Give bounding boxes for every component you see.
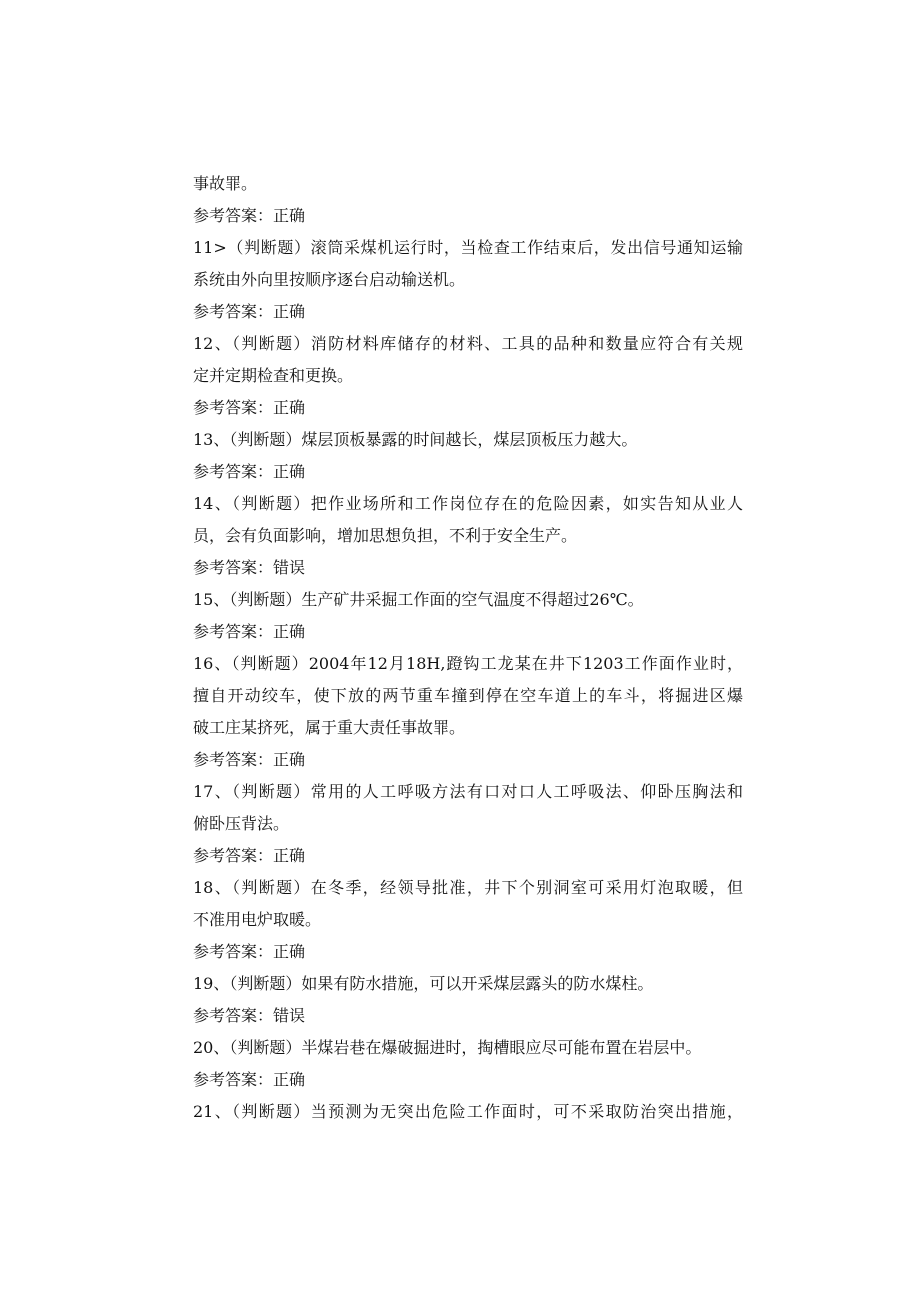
question-text: 12、（判断题）消防材料库储存的材料、工具的品种和数量应符合有关规 <box>193 334 743 353</box>
question-text: 19、（判断题）如果有防水措施，可以开采煤层露头的防水煤柱。 <box>193 974 654 993</box>
question-text: 15、（判断题）生产矿井采掘工作面的空气温度不得超过26℃。 <box>193 590 644 609</box>
answer-line: 参考答案：正确 <box>193 302 306 321</box>
question-text: 17、（判断题）常用的人工呼吸方法有口对口人工呼吸法、仰卧压胸法和 <box>193 782 743 801</box>
question-text: 14、（判断题）把作业场所和工作岗位存在的危险因素，如实告知从业人 <box>193 494 743 513</box>
question-text: 18、（判断题）在冬季，经领导批准，井下个别洞室可采用灯泡取暖，但 <box>193 878 743 897</box>
question-text: 不准用电炉取暖。 <box>193 910 322 929</box>
answer-line: 参考答案：正确 <box>193 206 306 225</box>
answer-line: 参考答案：正确 <box>193 462 306 481</box>
question-text: 11>（判断题）滚筒采煤机运行时，当检查工作结束后，发出信号通知运输 <box>193 238 743 257</box>
continuation-text: 事故罪。 <box>193 174 258 193</box>
question-text: 20、（判断题）半煤岩巷在爆破掘进时，掏槽眼应尽可能布置在岩层中。 <box>193 1038 702 1057</box>
question-text: 16、（判断题）2004年12月18H,蹬钩工龙某在井下1203工作面作业时， <box>193 654 743 673</box>
question-text: 系统由外向里按顺序逐台启动输送机。 <box>193 270 466 289</box>
answer-line: 参考答案：正确 <box>193 622 306 641</box>
answer-line: 参考答案：正确 <box>193 750 306 769</box>
answer-line: 参考答案：错误 <box>193 1006 306 1025</box>
question-text: 擅自开动绞车，使下放的两节重车撞到停在空车道上的车斗，将掘进区爆 <box>193 686 743 705</box>
question-text: 13、（判断题）煤层顶板暴露的时间越长，煤层顶板压力越大。 <box>193 430 638 449</box>
question-list <box>193 168 743 1128</box>
question-text: 员，会有负面影响，增加思想负担，不利于安全生产。 <box>193 526 578 545</box>
answer-line: 参考答案：正确 <box>193 398 306 417</box>
answer-line: 参考答案：正确 <box>193 942 306 961</box>
answer-line: 参考答案：正确 <box>193 1070 306 1089</box>
question-text: 21、（判断题）当预测为无突出危险工作面时，可不采取防治突出措施， <box>193 1102 743 1121</box>
question-text: 俯卧压背法。 <box>193 814 290 833</box>
question-text: 破工庄某挤死，属于重大责任事故罪。 <box>193 718 466 737</box>
answer-line: 参考答案：错误 <box>193 558 306 577</box>
answer-line: 参考答案：正确 <box>193 846 306 865</box>
question-text: 定并定期检查和更换。 <box>193 366 354 385</box>
